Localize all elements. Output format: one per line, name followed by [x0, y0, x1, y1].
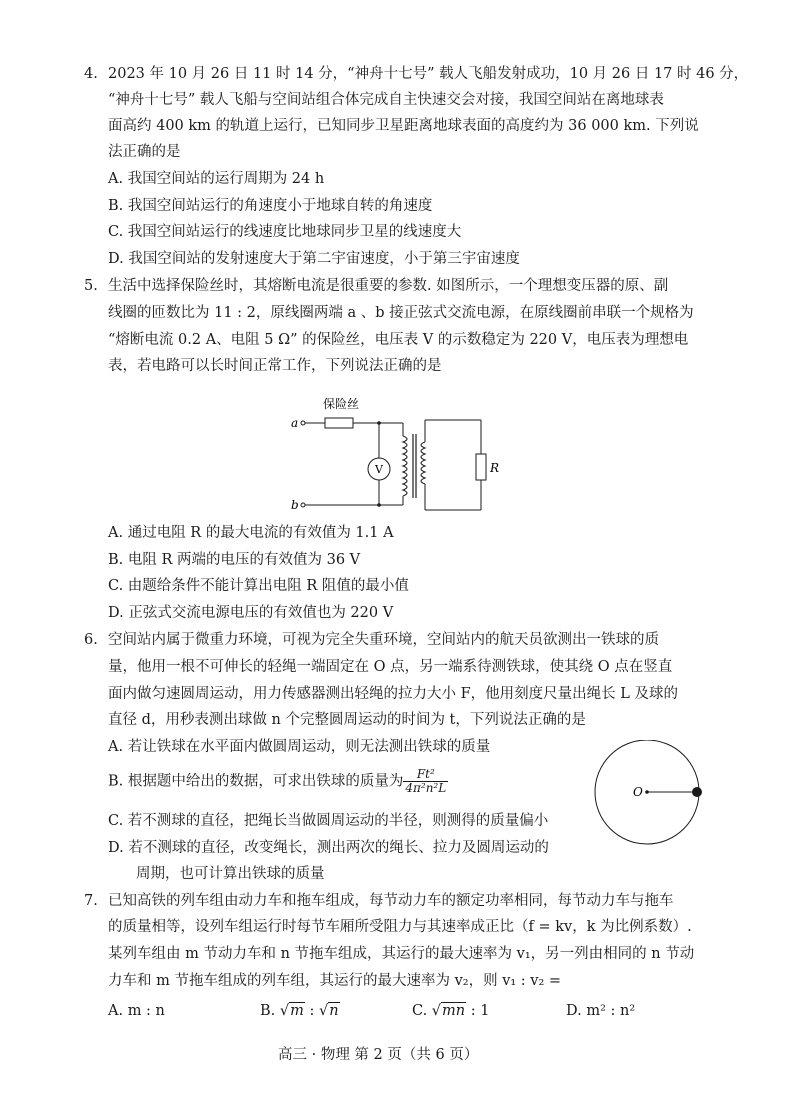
question-7-line-3: 某列车组由 m 节动力车和 n 节拖车组成，其运行的最大速率为 v₁，另一列由相同的 n 节动	[108, 946, 695, 962]
question-7-option-d: D. m² : n²	[566, 1003, 636, 1019]
question-5-line-4: 表，若电路可以长时间正常工作，下列说法正确的是	[108, 358, 442, 374]
resistor-symbol	[476, 454, 486, 480]
terminal-b-label: b	[291, 498, 299, 512]
question-7-line-1: 已知高铁的列车组由动力车和拖车组成，每节动力车的额定功率相同，每节动力车与拖车	[108, 893, 674, 909]
question-5-line-3: “熔断电流 0.2 A、电阻 5 Ω” 的保险丝，电压表 V 的示数稳定为 220 V，电压表为理想电	[108, 332, 689, 348]
terminal-a-label: a	[291, 416, 299, 430]
mass-formula	[403, 768, 448, 795]
page-footer: 高三 · 物理 第 2 页（共 6 页）	[278, 1047, 479, 1063]
sqrt-mn: mn	[442, 1003, 466, 1019]
fuse-label: 保险丝	[323, 397, 360, 411]
question-4-option-c: C. 我国空间站运行的线速度比地球同步卫星的线速度大	[108, 224, 462, 240]
question-7-line-4: 力车和 m 节拖车组成的列车组，其运行的最大速率为 v₂，则 v₁ : v₂ =	[108, 973, 562, 989]
question-7-option-a: A. m : n	[108, 1003, 165, 1019]
iron-ball	[692, 787, 702, 797]
question-4-option-a: A. 我国空间站的运行周期为 24 h	[108, 171, 325, 187]
question-6-option-c: C. 若不测球的直径，把绳长当做圆周运动的半径，则测得的质量偏小	[108, 813, 549, 829]
question-5-line-1: 生活中选择保险丝时，其熔断电流是很重要的参数. 如图所示，一个理想变压器的原、副	[108, 278, 669, 294]
sqrt-n: n	[329, 1003, 339, 1019]
fuse-symbol	[325, 418, 353, 428]
question-4-option-b: B. 我国空间站运行的角速度小于地球自转的角速度	[108, 198, 433, 214]
question-5-option-d: D. 正弦式交流电源电压的有效值也为 220 V	[108, 605, 394, 621]
terminal-a-node	[301, 421, 305, 425]
voltmeter-label: V	[375, 463, 383, 476]
center-label: O	[633, 785, 643, 799]
terminal-b-node	[301, 503, 305, 507]
option-b-label: B.	[260, 1003, 280, 1019]
question-6-option-b-text: B. 根据题中给出的数据，可求出铁球的质量为	[108, 773, 404, 790]
question-5-option-c: C. 由题给条件不能计算出电阻 R 阻值的最小值	[108, 578, 409, 594]
primary-coil	[403, 436, 407, 496]
question-4-line-4: 法正确的是	[108, 144, 181, 160]
question-4-line-1: 2023 年 10 月 26 日 11 时 14 分，“神舟十七号” 载人飞船发射成功，10 月 26 日 17 时 46 分，	[108, 66, 749, 82]
question-7-line-2: 的质量相等，设列车组运行时每节车厢所受阻力与其速率成正比（f = kv，k 为比例系数）.	[108, 919, 692, 935]
question-7-option-b: B. √m : √n	[260, 1003, 339, 1019]
question-4-line-2: “神舟十七号” 载人飞船与空间站组合体完成自主快速交会对接，我国空间站在离地球表	[108, 92, 664, 108]
question-7-number: 7.	[84, 893, 98, 909]
option-b-separator: :	[304, 1003, 319, 1019]
secondary-coil	[421, 442, 425, 484]
circular-motion-diagram	[590, 740, 710, 858]
option-c-suffix: : 1	[466, 1003, 490, 1019]
sqrt-m: m	[290, 1003, 304, 1019]
question-6-line-4: 直径 d，用秒表测出球做 n 个完整圆周运动的时间为 t，下列说法正确的是	[108, 712, 586, 728]
question-6-option-d-line-2: 周期，也可计算出铁球的质量	[136, 866, 325, 882]
question-4-option-d: D. 我国空间站的发射速度大于第二宇宙速度，小于第三宇宙速度	[108, 251, 520, 267]
question-6-line-1: 空间站内属于微重力环境，可视为完全失重环境，空间站内的航天员欲测出一铁球的质	[108, 632, 659, 648]
option-c-label: C.	[412, 1003, 432, 1019]
question-6-number: 6.	[84, 632, 98, 648]
question-6-option-b	[108, 768, 448, 795]
transformer-circuit-diagram	[285, 392, 505, 520]
question-5-option-b: B. 电阻 R 两端的电压的有效值为 36 V	[108, 552, 361, 568]
question-7-option-c: C. √mn : 1	[412, 1003, 490, 1019]
question-4-line-3: 面高约 400 km 的轨道上运行，已知同步卫星距离地球表面的高度约为 36 000 km. 下列说	[108, 118, 699, 134]
question-5-option-a: A. 通过电阻 R 的最大电流的有效值为 1.1 A	[108, 525, 394, 541]
question-4-number: 4.	[84, 66, 98, 82]
mass-formula-denominator: 4π²n²L	[405, 781, 447, 795]
mass-formula-numerator: Ft²	[403, 768, 448, 782]
question-6-option-a: A. 若让铁球在水平面内做圆周运动，则无法测出铁球的质量	[108, 739, 491, 755]
question-5-line-2: 线圈的匝数比为 11 : 2，原线圈两端 a 、b 接正弦式交流电源，在原线圈前串联一个规格为	[108, 305, 694, 321]
question-6-line-3: 面内做匀速圆周运动，用力传感器测出轻绳的拉力大小 F，他用刻度尺量出绳长 L 及球的	[108, 686, 679, 702]
question-6-line-2: 量，他用一根不可伸长的轻绳一端固定在 O 点，另一端系待测铁球，使其绕 O 点在竖直	[108, 659, 673, 675]
resistor-label: R	[490, 461, 500, 475]
question-6-option-d-line-1: D. 若不测球的直径，改变绳长，测出两次的绳长、拉力及圆周运动的	[108, 840, 549, 856]
question-5-number: 5.	[84, 278, 98, 294]
